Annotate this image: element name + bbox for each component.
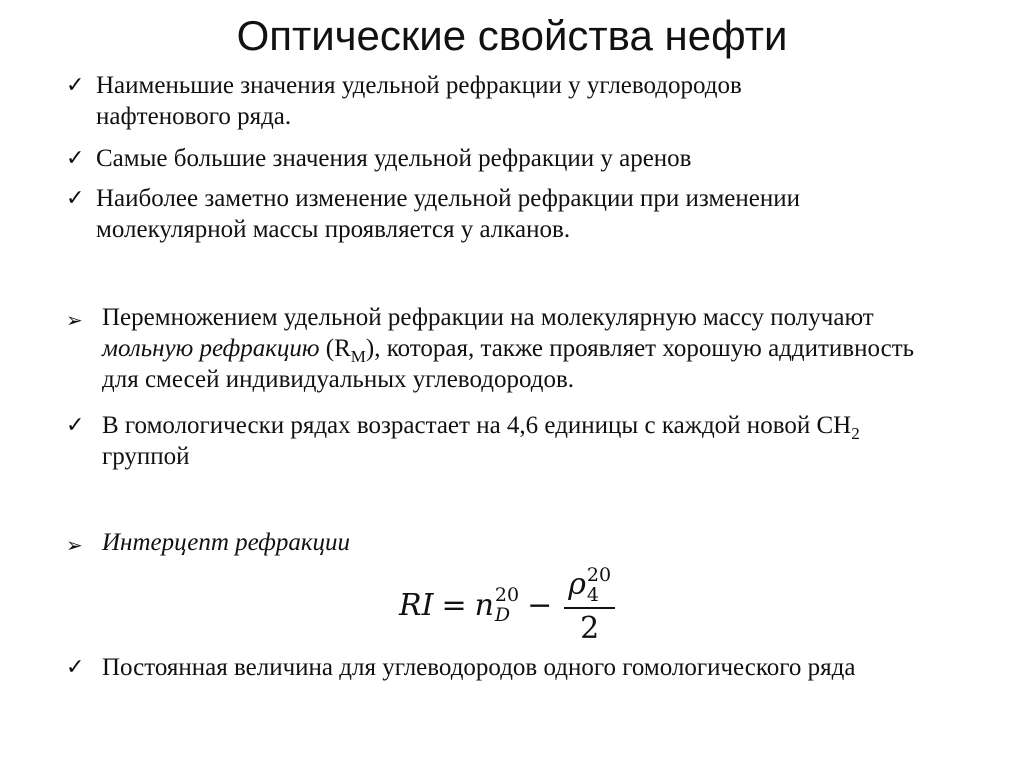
item-text: Наиболее заметно изменение удельной рефракции при изменении молекулярной массы проявляется у алканов.	[96, 185, 800, 243]
slide-title: Оптические свойства нефти	[236, 12, 788, 59]
checkmark-icon: ✓	[66, 73, 85, 98]
list-item	[66, 302, 956, 395]
formula-n-subscript: D	[494, 604, 511, 626]
checkmark-icon: ✓	[66, 655, 85, 680]
checkmark-icon: ✓	[66, 146, 85, 171]
list-item	[66, 410, 946, 472]
item-text: Перемножением удельной рефракции на молекулярную массу получают мольную рефракцию $(R_M)$, которая, также проявляет хорошую аддитивность для смесей индивидуальных углеводородов.	[102, 304, 915, 393]
item-text: Интерцепт рефракции	[102, 529, 351, 556]
list-item	[66, 70, 866, 132]
formula-n-scripts	[495, 585, 519, 625]
arrowhead-bullet-icon: ➢	[66, 533, 83, 557]
refraction-intercept-formula	[399, 560, 615, 650]
item-text: Наименьшие значения удельной рефракции у углеводородов нафтенового ряда.	[96, 72, 742, 130]
formula-density: ρ	[568, 567, 586, 602]
formula-fraction	[564, 565, 615, 646]
formula-rho-scripts	[587, 565, 611, 605]
formula-numerator	[564, 565, 615, 609]
item-text: Постоянная величина для углеводородов одного гомологического ряда	[102, 654, 856, 681]
arrowhead-bullet-icon: ➢	[66, 308, 83, 332]
formula-lhs: RI	[399, 587, 434, 623]
checkmark-icon: ✓	[66, 186, 85, 211]
item-text: В гомологически рядах возрастает на 4,6 единицы с каждой новой $CH_2$ группой	[102, 412, 860, 470]
list-item	[66, 652, 946, 683]
formula-rho-subscript: 4	[586, 583, 599, 606]
list-item	[66, 527, 666, 558]
formula-refractive-index: n	[474, 587, 494, 623]
formula-minus: −	[527, 587, 553, 623]
list-item	[66, 143, 866, 174]
formula-rho-superscript: 20	[586, 563, 612, 586]
formula-n-superscript: 20	[494, 584, 520, 606]
formula-equals: =	[441, 587, 467, 623]
checkmark-icon: ✓	[66, 413, 85, 438]
item-text: Самые большие значения удельной рефракции у аренов	[96, 145, 692, 172]
list-item	[66, 183, 926, 245]
formula-denominator: 2	[580, 610, 600, 646]
